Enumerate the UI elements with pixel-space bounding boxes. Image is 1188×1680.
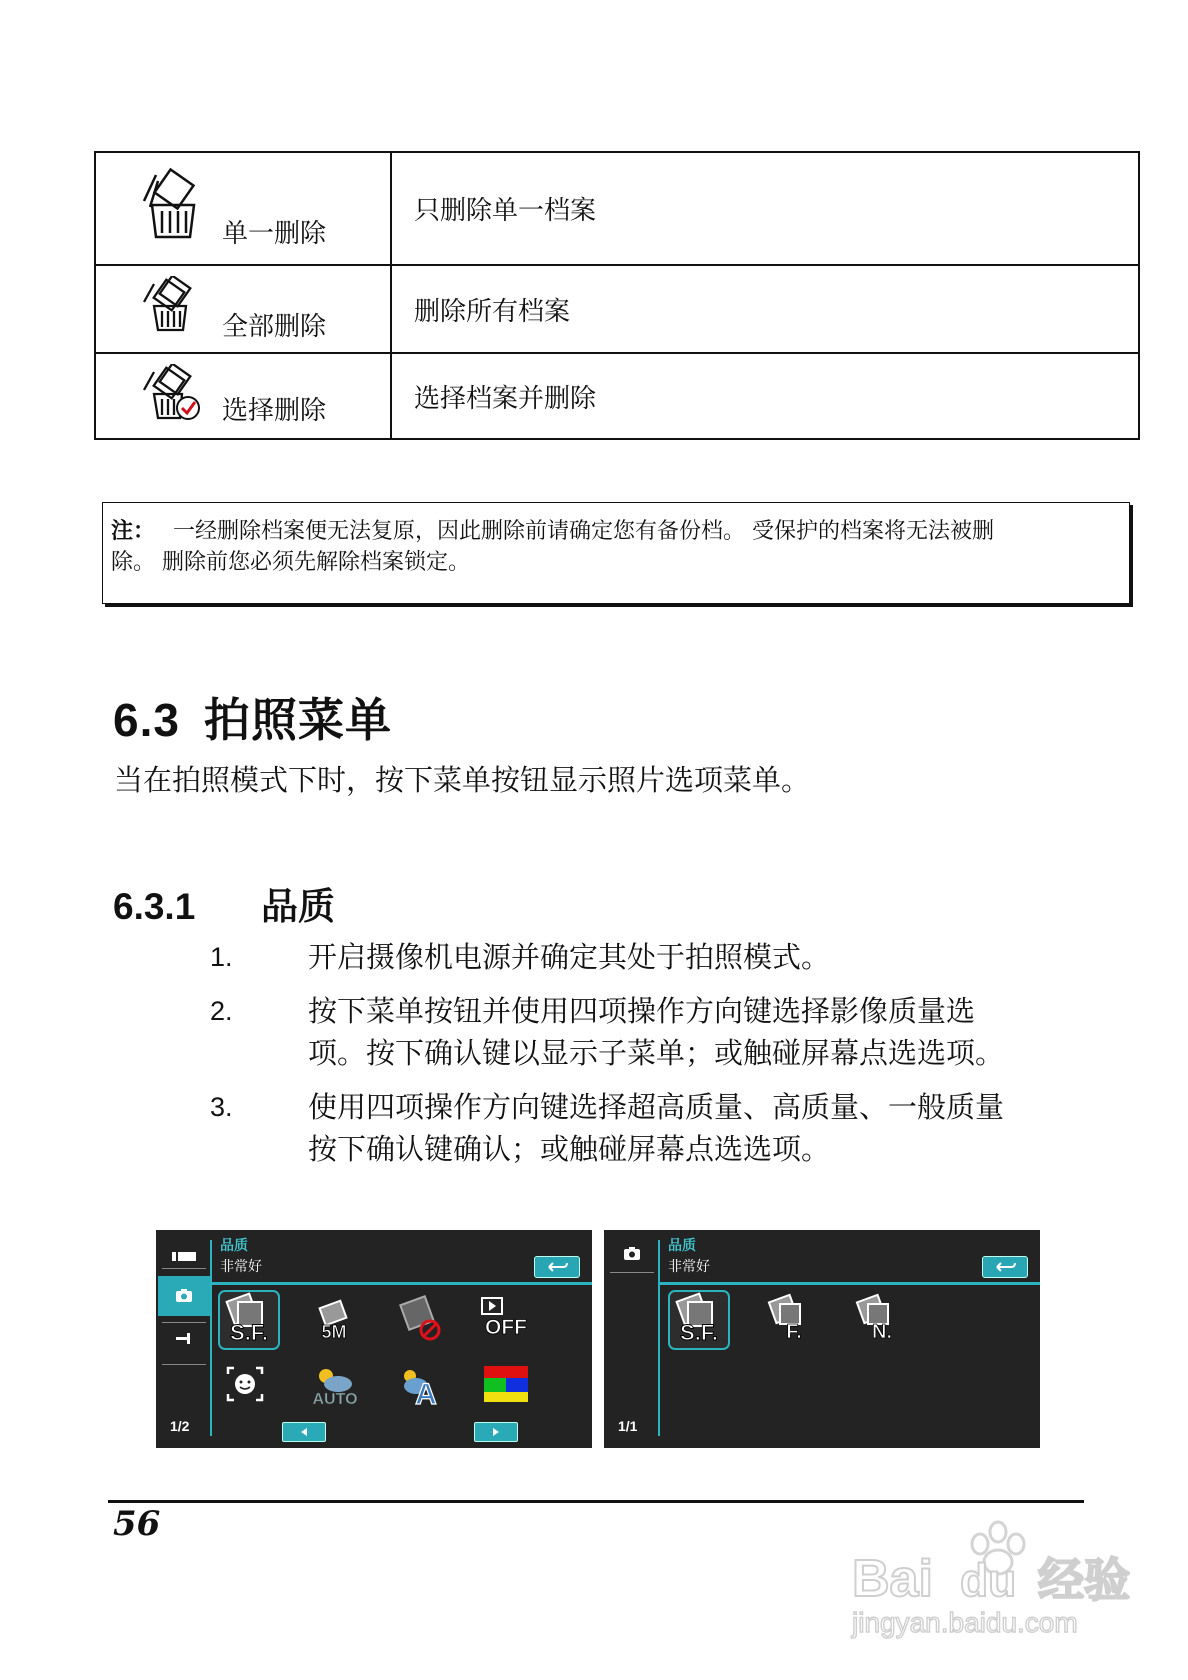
note-line-1: 一经删除档案便无法复原，因此删除前请确定您有备份档。 受保护的档案将无法被删	[173, 519, 995, 544]
arrow-right-icon	[475, 1423, 517, 1441]
option-normal[interactable]	[848, 1290, 910, 1350]
section-heading	[113, 684, 392, 750]
page-number: 56	[113, 1504, 161, 1544]
step-line: 开启摄像机电源并确定其处于拍照模式。	[308, 940, 831, 974]
section-number: 6.3	[113, 694, 180, 746]
trash-select-icon	[140, 364, 202, 422]
option-superfine[interactable]	[668, 1290, 730, 1350]
step-line: 按下菜单按钮并使用四项操作方向键选择影像质量选	[308, 994, 976, 1028]
baidu-watermark-logo	[848, 1510, 1148, 1640]
menu-value: 非常好	[668, 1259, 710, 1275]
quality-superfine-icon	[670, 1292, 728, 1348]
option-text: F.	[786, 1321, 802, 1343]
next-page-button[interactable]	[474, 1422, 518, 1442]
step-number: 2.	[210, 996, 233, 1026]
note-label: 注：	[111, 518, 156, 544]
trash-all-icon	[140, 276, 200, 334]
menu-title: 品质	[668, 1238, 696, 1254]
list-item	[210, 936, 1110, 978]
option-scene[interactable]	[390, 1354, 452, 1414]
camera-menu-screen-2	[604, 1230, 1040, 1448]
page-indicator: 1/1	[618, 1418, 638, 1434]
review-off-icon	[474, 1290, 536, 1350]
delete-all-desc: 删除所有档案	[391, 265, 1139, 353]
video-mode-icon[interactable]	[170, 1246, 198, 1266]
delete-select-cell	[95, 353, 391, 439]
section-title: 拍照菜单	[203, 694, 392, 746]
menu-value: 非常好	[220, 1259, 262, 1275]
menu-title: 品质	[220, 1238, 248, 1254]
table-row	[95, 353, 1139, 439]
steps-list	[210, 936, 1110, 1170]
delete-options-table	[94, 151, 1140, 440]
delete-single-desc: 只删除单一档案	[391, 152, 1139, 265]
subsection-heading	[113, 876, 335, 930]
wrench-icon[interactable]	[170, 1328, 198, 1348]
delete-all-label: 全部删除	[222, 312, 327, 342]
svg-text:jingyan.baidu.com: jingyan.baidu.com	[852, 1607, 1078, 1638]
delete-select-label: 选择删除	[222, 396, 327, 426]
step-number: 3.	[210, 1092, 233, 1122]
camera-icon[interactable]	[170, 1286, 198, 1306]
delete-single-cell	[95, 152, 391, 265]
step-line: 按下确认键确认；或触碰屏幕点选选项。	[308, 1132, 831, 1166]
note-line-2: 除。 删除前您必须先解除档案锁定。	[111, 550, 470, 575]
list-item	[210, 990, 1110, 1074]
option-text: S.F.	[230, 1320, 268, 1345]
back-button[interactable]	[982, 1256, 1028, 1278]
option-fine[interactable]	[760, 1290, 822, 1350]
table-row	[95, 152, 1139, 265]
subsection-title: 品质	[261, 886, 335, 927]
delete-all-cell	[95, 265, 391, 353]
note-box	[102, 502, 1130, 604]
svg-text:du: du	[960, 1554, 1017, 1606]
back-button[interactable]	[534, 1256, 580, 1278]
scene-auto-icon	[390, 1354, 452, 1414]
option-superfine[interactable]	[218, 1290, 280, 1350]
camera-icon[interactable]	[618, 1244, 646, 1264]
subsection-number: 6.3.1	[113, 886, 196, 927]
option-resolution[interactable]	[304, 1290, 366, 1350]
option-white-balance[interactable]	[304, 1354, 366, 1414]
option-text: AUTO	[312, 1391, 358, 1408]
list-item	[210, 1086, 1110, 1170]
footer-rule	[108, 1500, 1084, 1503]
option-color-effect[interactable]	[474, 1354, 536, 1414]
face-detect-icon	[214, 1354, 276, 1414]
return-icon	[535, 1257, 579, 1277]
svg-text:Bai: Bai	[852, 1550, 933, 1608]
step-number: 1.	[210, 942, 233, 972]
prev-page-button[interactable]	[282, 1422, 326, 1442]
quality-superfine-icon	[220, 1292, 278, 1348]
camera-menu-screen-1	[156, 1230, 592, 1448]
stabilizer-off-icon	[390, 1290, 452, 1350]
option-stabilizer[interactable]	[390, 1290, 452, 1350]
page-indicator: 1/2	[170, 1418, 190, 1434]
step-line: 使用四项操作方向键选择超高质量、高质量、一般质量	[308, 1090, 1005, 1124]
option-review[interactable]	[474, 1290, 536, 1350]
resolution-5m-icon	[304, 1290, 366, 1350]
option-text: OFF	[485, 1316, 527, 1339]
section-intro: 当在拍照模式下时，按下菜单按钮显示照片选项菜单。	[114, 763, 811, 797]
option-text: S.F.	[680, 1320, 718, 1345]
return-icon	[983, 1257, 1027, 1277]
color-effect-icon	[474, 1354, 536, 1414]
quality-normal-icon	[848, 1290, 910, 1350]
delete-select-desc: 选择档案并删除	[391, 353, 1139, 439]
option-face-detect[interactable]	[214, 1354, 276, 1414]
option-text: A	[415, 1378, 437, 1411]
white-balance-auto-icon	[304, 1354, 366, 1414]
delete-single-label: 单一删除	[222, 219, 327, 249]
option-text: N.	[872, 1321, 892, 1343]
step-line: 项。按下确认键以显示子菜单；或触碰屏幕点选选项。	[308, 1036, 1005, 1070]
svg-text:经验: 经验	[1038, 1553, 1130, 1607]
option-text: 5M	[321, 1322, 347, 1342]
table-row	[95, 265, 1139, 353]
quality-fine-icon	[760, 1290, 822, 1350]
trash-single-icon	[140, 167, 204, 243]
arrow-left-icon	[283, 1423, 325, 1441]
